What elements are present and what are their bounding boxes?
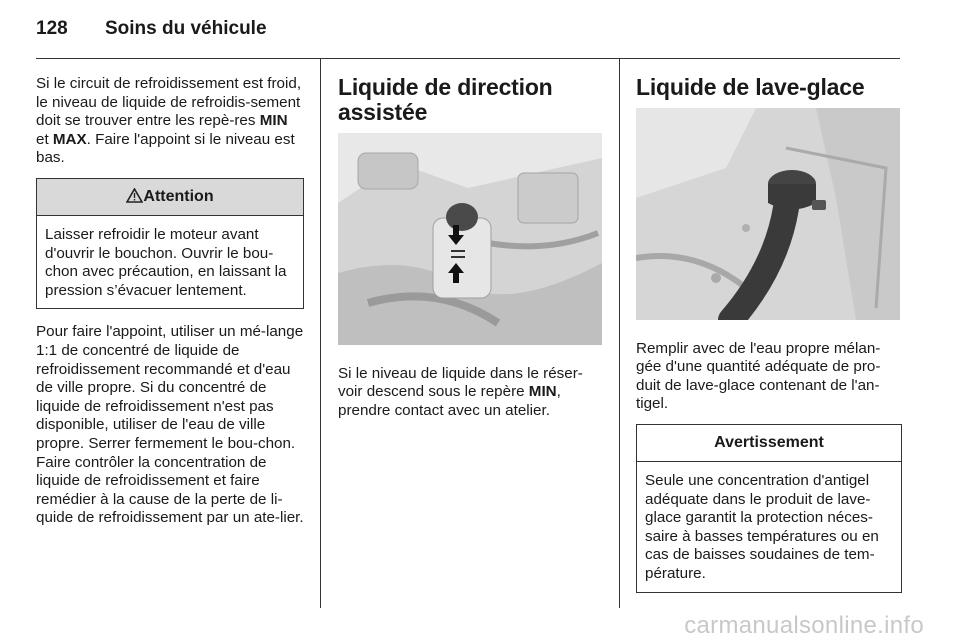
watermark: carmanualsonline.info [684, 612, 924, 639]
warning-triangle-icon [126, 188, 143, 203]
attention-header [37, 179, 303, 216]
page-number: 128 [36, 18, 68, 39]
warning-text: Seule une concentration d'antigel adéquate dans le produit de lave-glace garantit la protection néces-saire à basses températures ou en cas de baisses soudaines de tem-pérature. [645, 471, 879, 582]
coolant-body: Pour faire l'appoint, utiliser un mé-lange 1:1 de concentré de liquide de refroidissement recommandé et d'eau de ville propre. Si du concentré de liquide de refroidissement n'est pas disponible, utiliser de l'eau de ville propre. Serrer fermement le bou-chon. Faire contrôler la concentration de liquide de refroidissement et faire remédier à la cause de la perte de li-quide de refroidissement par un ate-lier. [36, 323, 304, 527]
column-power-steering [338, 75, 604, 420]
column-divider-1 [320, 58, 321, 608]
warning-header: Avertissement [637, 425, 901, 462]
coolant-intro: Si le circuit de refroidissement est froid, le niveau de liquide de refroidis-sement doit se trouver entre les repè-res MIN et MAX. Faire l'appoint si le niveau est bas. [36, 75, 302, 167]
page-title: Soins du véhicule [104, 18, 267, 39]
washer-reservoir-photo [636, 108, 902, 326]
page-header [36, 18, 267, 40]
header-rule [36, 58, 900, 59]
min-mark: MIN [259, 112, 288, 130]
power-steering-heading: Liquide de direction assistée [338, 74, 553, 125]
column-coolant [36, 75, 304, 528]
washer-heading: Liquide de lave-glace [636, 74, 865, 100]
attention-title: Attention [143, 187, 214, 205]
power-steering-reservoir-photo [338, 133, 604, 351]
column-washer-fluid [636, 75, 902, 607]
warning-box [636, 424, 902, 593]
attention-box [36, 178, 304, 309]
attention-text: Laisser refroidir le moteur avant d'ouvrir le bouchon. Ouvrir le bou-chon avec précaution, en laissant la pression s’évacuer lentement. [45, 225, 287, 299]
power-steering-text: Si le niveau de liquide dans le réser-voir descend sous le repère MIN, prendre contact avec un atelier. [338, 364, 583, 419]
column-divider-2 [619, 58, 620, 608]
max-mark: MAX [52, 130, 87, 148]
min-mark-2: MIN [528, 383, 557, 401]
washer-text: Remplir avec de l'eau propre mélan-gée d'une quantité adéquate de pro-duit de lave-glace contenant de l'an-tigel. [636, 339, 881, 413]
